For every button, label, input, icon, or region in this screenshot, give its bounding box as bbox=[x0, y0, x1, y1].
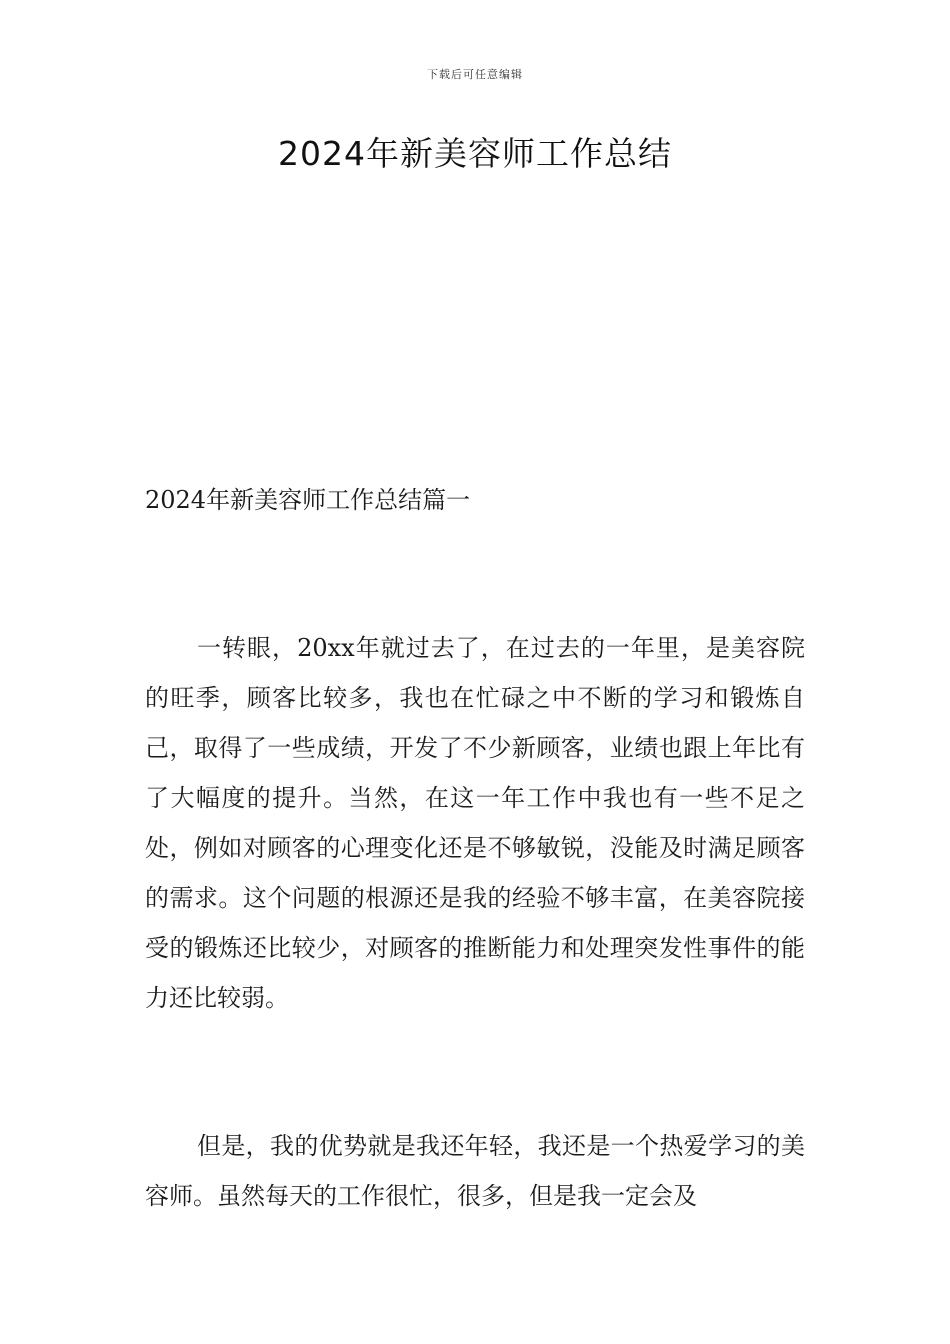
header-note: 下载后可任意编辑 bbox=[427, 68, 523, 81]
section-heading: 2024年新美容师工作总结篇一 bbox=[145, 486, 471, 514]
body-paragraph-2: 但是，我的优势就是我还年轻，我还是一个热爱学习的美容师。虽然每天的工作很忙，很多，但是我一定会及 bbox=[145, 1132, 805, 1210]
document-title: 2024年新美容师工作总结 bbox=[278, 134, 672, 173]
body-paragraph-1: 一转眼，20xx年就过去了，在过去的一年里，是美容院的旺季，顾客比较多，我也在忙碌之中不断的学习和锻炼自己，取得了一些成绩，开发了不少新顾客，业绩也跟上年比有了大幅度的提升。当然，在这一年工作中我也有一些不足之处，例如对顾客的心理变化还是不够敏锐，没能及时满足顾客的需求。这个问题的根源还是我的经验不够丰富，在美容院接受的锻炼还比较少，对顾客的推断能力和处理突发性事件的能力还比较弱。 bbox=[145, 634, 805, 1012]
